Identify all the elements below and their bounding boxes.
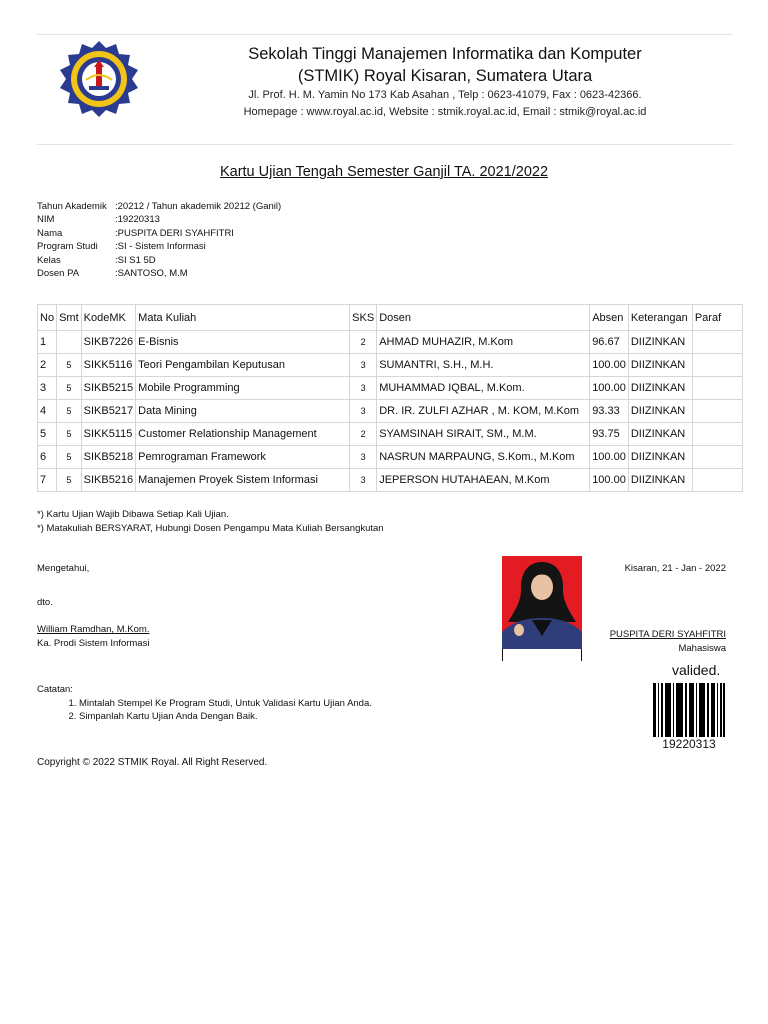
cell-no: 1 [38,331,57,354]
cell-kodemk: SIKB5217 [81,400,136,423]
course-rows [38,331,743,492]
cell-mata-kuliah: Data Mining [136,400,350,423]
table-row [38,331,743,354]
cell-smt: 5 [57,423,82,446]
cell-smt: 5 [57,469,82,492]
dto-label: dto. [37,597,53,608]
info-row-nim [37,213,281,226]
catatan-section [37,683,372,724]
table-row [38,377,743,400]
cell-paraf [692,377,742,400]
cell-sks: 2 [350,423,377,446]
cell-sks: 2 [350,331,377,354]
cell-mata-kuliah: E-Bisnis [136,331,350,354]
info-value: :PUSPITA DERI SYAHFITRI [115,227,234,239]
info-label: Kelas [37,254,61,266]
cell-absen: 96.67 [590,331,629,354]
header-mata-kuliah: Mata Kuliah [136,305,350,331]
cell-dosen: SYAMSINAH SIRAIT, SM., M.M. [377,423,590,446]
info-label: Nama [37,227,63,239]
cell-mata-kuliah: Pemrograman Framework [136,446,350,469]
cell-keterangan: DIIZINKAN [628,446,692,469]
card-title: Kartu Ujian Tengah Semester Ganjil TA. 2021/2022 [219,164,549,180]
cell-absen: 100.00 [590,354,629,377]
header-no: No [38,305,57,331]
institution-name-line1: Sekolah Tinggi Manajemen Informatika dan Komputer [248,45,642,63]
cell-smt: 5 [57,354,82,377]
cell-keterangan: DIIZINKAN [628,423,692,446]
table-row [38,354,743,377]
student-role: Mahasiswa [678,643,726,654]
institution-name [150,43,740,87]
cell-paraf [692,331,742,354]
student-photo-image [502,556,582,649]
info-row-kelas [37,254,281,267]
info-value: :20212 / Tahun akademik 20212 (Ganil) [115,201,282,212]
place-date: Kisaran, 21 - Jan - 2022 [624,563,726,574]
cell-no: 6 [38,446,57,469]
cell-paraf [692,400,742,423]
copyright: Copyright © 2022 STMIK Royal. All Right Reserved. [37,757,268,768]
mengetahui-label: Mengetahui, [37,563,90,574]
student-signature-name: PUSPITA DERI SYAHFITRI [609,629,726,640]
cell-mata-kuliah: Customer Relationship Management [136,423,350,446]
info-label: Program Studi [37,241,98,253]
info-row-dosen-pa [37,267,281,280]
cell-sks: 3 [350,377,377,400]
validated-label: valided. [672,662,721,678]
header-kodemk: KodeMK [81,305,136,331]
cell-kodemk: SIKB5216 [81,469,136,492]
cell-sks: 3 [350,354,377,377]
catatan-label: Catatan: [37,684,73,695]
exam-notes [37,508,384,535]
cell-absen: 100.00 [590,377,629,400]
cell-dosen: AHMAD MUHAZIR, M.Kom [377,331,590,354]
cell-kodemk: SIKB5218 [81,446,136,469]
catatan-item: 1. Mintalah Stempel Ke Program Studi, Untuk Validasi Kartu Ujian Anda. [79,697,372,711]
table-row [38,469,743,492]
cell-smt: 5 [57,400,82,423]
table-row [38,446,743,469]
cell-paraf [692,423,742,446]
header-smt: Smt [57,305,82,331]
table-row [38,423,743,446]
cell-keterangan: DIIZINKAN [628,469,692,492]
kaprodi-role: Ka. Prodi Sistem Informasi [37,638,150,649]
cell-kodemk: SIKK5115 [81,423,136,446]
table-header-row [38,305,743,331]
cell-sks: 3 [350,400,377,423]
catatan-list [37,697,372,724]
info-value: :SANTOSO, M.M [115,267,188,279]
cell-no: 2 [38,354,57,377]
barcode-image [653,683,725,737]
cell-dosen: JEPERSON HUTAHAEAN, M.Kom [377,469,590,492]
photo-frame-left [502,649,503,661]
barcode-icon [653,683,725,737]
catatan-item: 2. Simpanlah Kartu Ujian Anda Dengan Baik. [79,710,372,724]
top-divider [37,34,733,35]
header-sks: SKS [350,305,377,331]
info-label: Dosen PA [37,267,80,279]
cell-paraf [692,354,742,377]
kaprodi-name: William Ramdhan, M.Kom. [37,624,150,635]
cell-kodemk: SIKK5116 [81,354,136,377]
cell-smt [57,331,82,354]
cell-dosen: SUMANTRI, S.H., M.H. [377,354,590,377]
cell-no: 4 [38,400,57,423]
cell-paraf [692,446,742,469]
institution-name-line2: (STMIK) Royal Kisaran, Sumatera Utara [297,67,593,85]
cell-smt: 5 [57,377,82,400]
info-label: Tahun Akademik [37,201,107,212]
cell-kodemk: SIKB5215 [81,377,136,400]
student-info [37,200,281,280]
photo-frame-right [581,649,582,661]
cell-sks: 3 [350,469,377,492]
course-table [37,304,743,492]
cell-paraf [692,469,742,492]
table-row [38,400,743,423]
cell-absen: 100.00 [590,469,629,492]
info-row-nama [37,227,281,240]
cell-keterangan: DIIZINKAN [628,377,692,400]
info-label: NIM [37,214,55,226]
cell-no: 5 [38,423,57,446]
institution-contact [150,87,740,121]
cell-dosen: MUHAMMAD IQBAL, M.Kom. [377,377,590,400]
cell-absen: 100.00 [590,446,629,469]
institution-address: Jl. Prof. H. M. Yamin No 173 Kab Asahan , Telp : 0623-41079, Fax : 0623-42366. [248,89,642,101]
cell-no: 3 [38,377,57,400]
cell-absen: 93.33 [590,400,629,423]
cell-mata-kuliah: Manajemen Proyek Sistem Informasi [136,469,350,492]
cell-absen: 93.75 [590,423,629,446]
note-item: *) Kartu Ujian Wajib Dibawa Setiap Kali Ujian. [37,509,229,520]
cell-keterangan: DIIZINKAN [628,354,692,377]
info-row-tahun [37,200,281,213]
cell-dosen: NASRUN MARPAUNG, S.Kom., M.Kom [377,446,590,469]
cell-sks: 3 [350,446,377,469]
student-photo [502,556,582,649]
info-value: :SI S1 5D [115,254,156,266]
info-row-prodi [37,240,281,253]
cell-keterangan: DIIZINKAN [628,331,692,354]
cell-mata-kuliah: Mobile Programming [136,377,350,400]
cell-mata-kuliah: Teori Pengambilan Keputusan [136,354,350,377]
note-item: *) Matakuliah BERSYARAT, Hubungi Dosen Pengampu Mata Kuliah Bersangkutan [37,522,384,534]
header-dosen: Dosen [377,305,590,331]
barcode-number: 19220313 [662,737,716,751]
cell-keterangan: DIIZINKAN [628,400,692,423]
logo-seal-icon [58,40,140,118]
header-absen: Absen [590,305,629,331]
header-divider [37,144,733,145]
cell-dosen: DR. IR. ZULFI AZHAR , M. KOM, M.Kom [377,400,590,423]
institution-logo [58,40,140,118]
institution-web-email: Homepage : www.royal.ac.id, Website : stmik.royal.ac.id, Email : stmik@royal.ac.id [243,106,647,118]
header-keterangan: Keterangan [628,305,692,331]
cell-kodemk: SIKB7226 [81,331,136,354]
cell-no: 7 [38,469,57,492]
info-value: :19220313 [115,214,160,226]
cell-smt: 5 [57,446,82,469]
info-value: :SI - Sistem Informasi [115,241,206,253]
header-paraf: Paraf [692,305,742,331]
